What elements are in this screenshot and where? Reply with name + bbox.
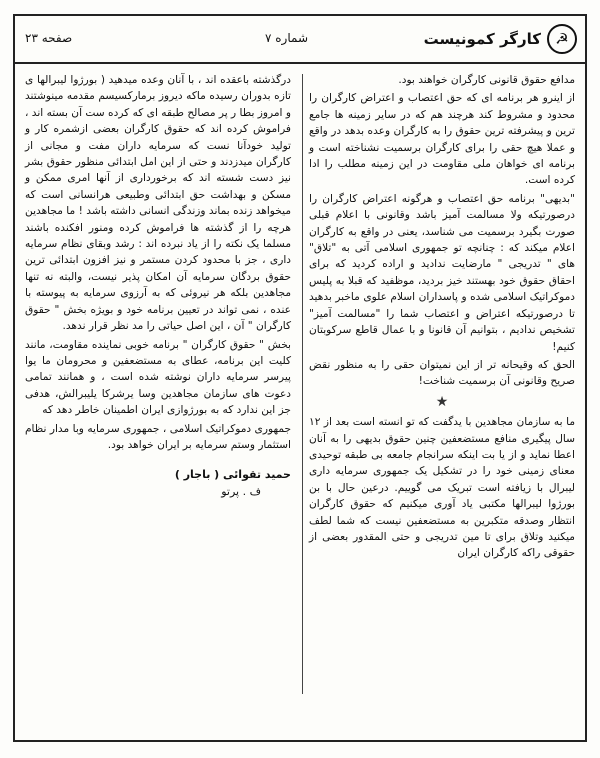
- star-separator-icon: ★: [435, 393, 449, 410]
- column-divider: [302, 74, 303, 694]
- author-signature: حمید تقوائی ( باجار ): [174, 468, 291, 482]
- paragraph: جمهوری دموکراتیک اسلامی ، جمهوری سرمایه وبا مدار نظام استثمار وستم سرمایه بر ایران خواهد بود.: [25, 422, 291, 451]
- paragraph: "بدیهی" برنامه حق اعتصاب و هرگونه اعتراض کارگران را درصورتیکه ولا مسالمت آمیز باشد وقانونی با اعلام قبلی صورت بگیرد برسمیت می شناسد، یعنی در واقع به کارگران اعلام میکند که : چنانچه تو جمهوری اسلامی آتی به "تلاق" های " تدریجی " مارضایت ندادید و اراده کردید که برای احقاق حقوق خود بهستند خیز بردید، موظفید که قبلا به پلیس دموکراتیک اسلامی شده و پاسداران اسلام علوی ماخبر بدهید تا درصورتیکه اعتراض و اعتصاب شما را "مسالمت آمیز" تشخیص ندادیم ، بتوانیم آن قانونا و با عمال قاطع سرکوبتان کنیم!: [309, 192, 575, 353]
- newspaper-page: [13, 14, 587, 742]
- paragraph: مدافع حقوق قانونی کارگران خواهند بود.: [398, 74, 575, 86]
- author-signature: ف . پرتو: [221, 484, 261, 498]
- paragraph: بخش " حقوق کارگران " برنامه خوبی نماینده مقاومت، مانند کلیت این برنامه، عطای به مستضعفین و محرومان ما یوا پیرسر سرمایه داران نوشته شده است ، و همانند تمامی دعوت های سازمان مجاهدین وسا یرشرکا یلیبرالش، هدفی جز این ندارد که به بورژوازی ایران اطمینان خاطر دهد که: [25, 338, 291, 417]
- page-number: صفحه ۲۳: [25, 31, 73, 45]
- issue-number: شماره ۷: [265, 31, 308, 45]
- paper-title: کارگر کمونیست: [423, 30, 541, 48]
- left-column: [25, 72, 291, 500]
- masthead: [424, 24, 577, 54]
- paragraph: از اینرو هر برنامه ای که حق اعتصاب و اعتراض کارگران را محدود و مشروط کند هرچند هم که در سایر زمینه ها جامع ترین و پیشرفته ترین حقوق را به کارگران وعده بدهد در واقع و عملا هیچ حقی را برای کارگران برسمیت نشناخته است و برنامه ای خواهان ملی مقاومت در این زمینه مطلب را ادا کرده است.: [309, 92, 575, 187]
- paragraph: درگذشته باعقده اند ، با آنان وعده میدهید ( بورژوا لیبرالها ی تازه بدوران رسیده ماکه دیروز برمارکسیسم مقدمه مینوشتند و امروز بطا ر پر مصالح طبقه ای که کرده ست آن بسته اند ، فراموش کرده اند که حقوق کارگران بعضی ازشمره کار و تولید خودآنا نست که سرمایه داران مفت و مجانی از کارگران میدزدند و حتی از این امل ابتدائی منظور حقوق بشر نیز دست شسته اند که برخورداری از آنها امری ممکن و مسکن و بهداشت حق ابتدائی وطبیعی هرانسانی است که میخواهد زنده بماند وزندگی انسانی داشته باشد ! ما مجاهدین هرچه را از گذشته ها فراموش کرده ومنور افکنده باشند مسلما یک نکته را از یاد نبرده اند : رشد وبقای نظام سرمایه داری ، جز با محدود کردن مستمر و نیز افزون ابتدائی ترین حقوق بردگان سرمایه آن امکان پذیر نیست، والبته نه تنها مجاهدین بلکه هر نیروئی که به آرزوی سرمایه به پیوسته با عنده ، نمی تواند در تعیین برنامه خود و بویژه بخش " حقوق کارگران " آن ، این اصل حیاتی را مد نظر قرار ندهد.: [25, 74, 291, 333]
- page-header: [15, 16, 585, 64]
- hammer-sickle-icon: ☭: [547, 24, 577, 54]
- paragraph: ما به سازمان مجاهدین با یدگفت که تو انسته است بعد از ۱۲ سال پیگیری منافع مستضعفین چنین حقوق بدیهی را به آنان اعطا نماید و از یا بت اینکه سرانجام جامعه بی طبقه توحیدی معنای زمینی خود را در تشکیل یک جمهوری سرمایه داری لیبرال با زیافته است تبریک می گوییم. درعین حال با بن بورژوا لیبرالها مکتبی یاد آوری میکنیم که حقوق کارگران انتظار وصدقه متکبرین به مستضعفین نیست که شما لطف میکنید وتلاق برای تا مین تدریجی و حتی المقدور بعضی از حقوقی راکه کارگران ایران: [309, 416, 575, 560]
- right-column: [309, 72, 575, 564]
- paragraph: الحق که وقیحانه تر از این نمیتوان حقی را به منظور نقض صریح وقانونی آن برسمیت شناخت!: [309, 358, 575, 388]
